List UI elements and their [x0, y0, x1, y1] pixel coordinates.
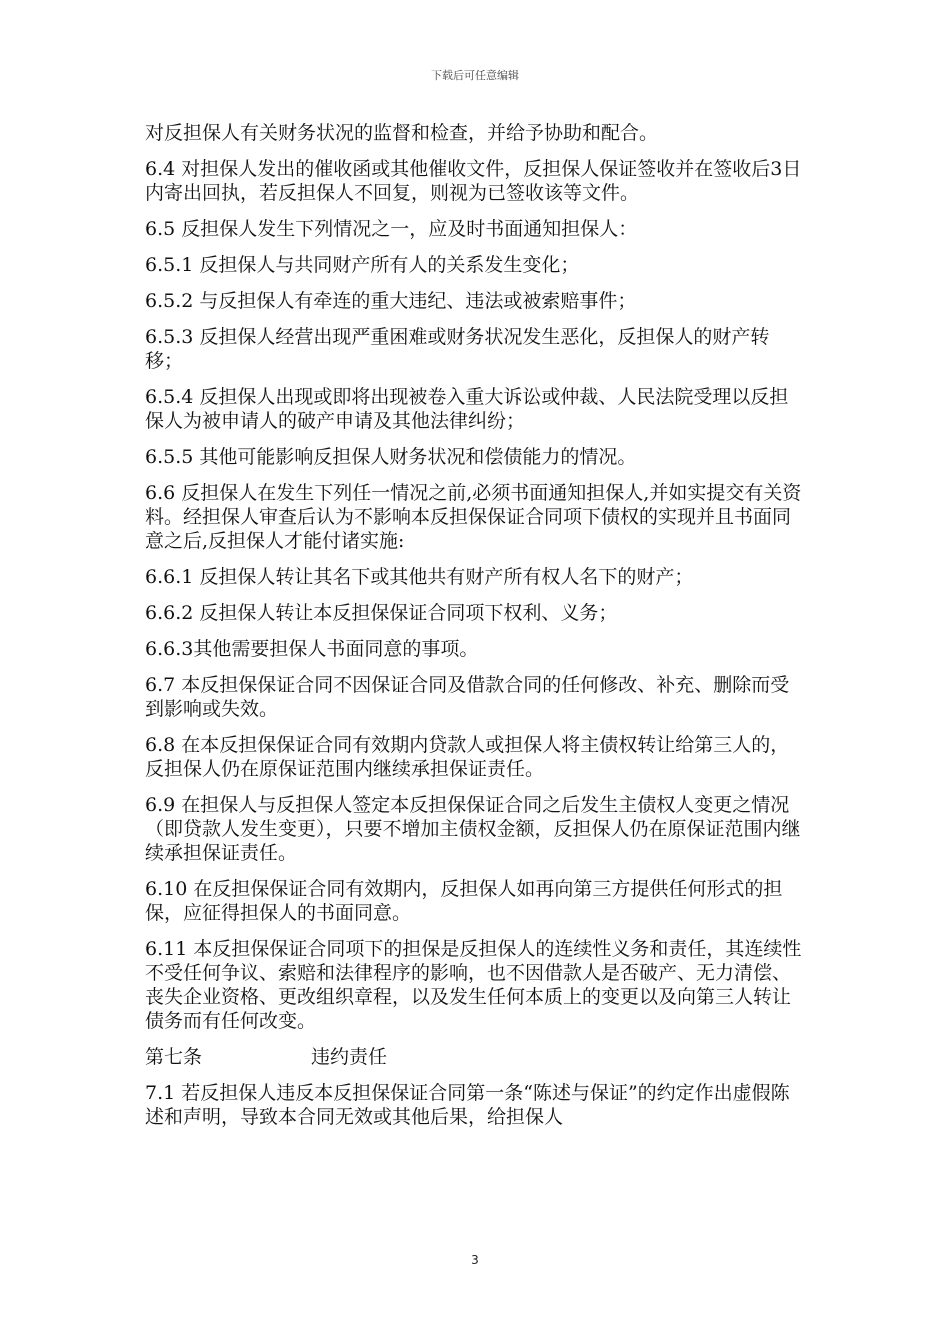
document-body: [145, 121, 805, 1141]
paragraph: 6.10 在反担保保证合同有效期内，反担保人如再向第三方提供任何形式的担保，应征得担保人的书面同意。: [145, 878, 783, 924]
article-number: 第七条: [145, 1046, 203, 1068]
paragraph: 6.5.4 反担保人出现或即将出现被卷入重大诉讼或仲裁、人民法院受理以反担保人为被申请人的破产申请及其他法律纠纷；: [145, 386, 789, 432]
page-header-note: 下载后可任意编辑: [431, 69, 519, 82]
paragraph: 6.6.2 反担保人转让本反担保保证合同项下权利、义务；: [145, 602, 618, 624]
paragraph: 6.8 在本反担保保证合同有效期内贷款人或担保人将主债权转让给第三人的，反担保人仍在原保证范围内继续承担保证责任。: [145, 734, 790, 780]
paragraph: 6.5.3 反担保人经营出现严重困难或财务状况发生恶化，反担保人的财产转移；: [145, 326, 770, 372]
paragraph: 6.6.3其他需要担保人书面同意的事项。: [145, 638, 479, 660]
paragraph: 6.5.1 反担保人与共同财产所有人的关系发生变化；: [145, 254, 580, 276]
page-number: 3: [471, 1253, 479, 1267]
paragraph: 6.6.1 反担保人转让其名下或其他共有财产所有权人名下的财产；: [145, 566, 694, 588]
paragraph: 对反担保人有关财务状况的监督和检查，并给予协助和配合。: [145, 122, 659, 144]
paragraph: 6.4 对担保人发出的催收函或其他催收文件，反担保人保证签收并在签收后3日内寄出回执，若反担保人不回复，则视为已签收该等文件。: [145, 158, 802, 204]
paragraph: 6.7 本反担保保证合同不因保证合同及借款合同的任何修改、补充、删除而受到影响或失效。: [145, 674, 790, 720]
article-heading: [145, 1045, 805, 1069]
paragraph: 6.5.5 其他可能影响反担保人财务状况和偿债能力的情况。: [145, 446, 637, 468]
paragraph: 6.6 反担保人在发生下列任一情况之前,必须书面通知担保人,并如实提交有关资料。经担保人审查后认为不影响本反担保保证合同项下债权的实现并且书面同意之后,反担保人才能付诸实施:: [145, 482, 802, 552]
paragraph: 6.11 本反担保保证合同项下的担保是反担保人的连续性义务和责任，其连续性不受任何争议、索赔和法律程序的影响，也不因借款人是否破产、无力清偿、丧失企业资格、更改组织章程，以及发生任何本质上的变更以及向第三人转让债务而有任何改变。: [145, 938, 802, 1032]
paragraph: 7.1 若反担保人违反本反担保保证合同第一条“陈述与保证”的约定作出虚假陈述和声明，导致本合同无效或其他后果，给担保人: [145, 1082, 790, 1128]
paragraph: 6.5 反担保人发生下列情况之一，应及时书面通知担保人：: [145, 218, 638, 240]
paragraph: 6.5.2 与反担保人有牵连的重大违纪、违法或被索赔事件；: [145, 290, 637, 312]
paragraph: 6.9 在担保人与反担保人签定本反担保保证合同之后发生主债权人变更之情况（即贷款人发生变更），只要不增加主债权金额，反担保人仍在原保证范围内继续承担保证责任。: [145, 794, 801, 864]
article-title: 违约责任: [311, 1046, 388, 1068]
